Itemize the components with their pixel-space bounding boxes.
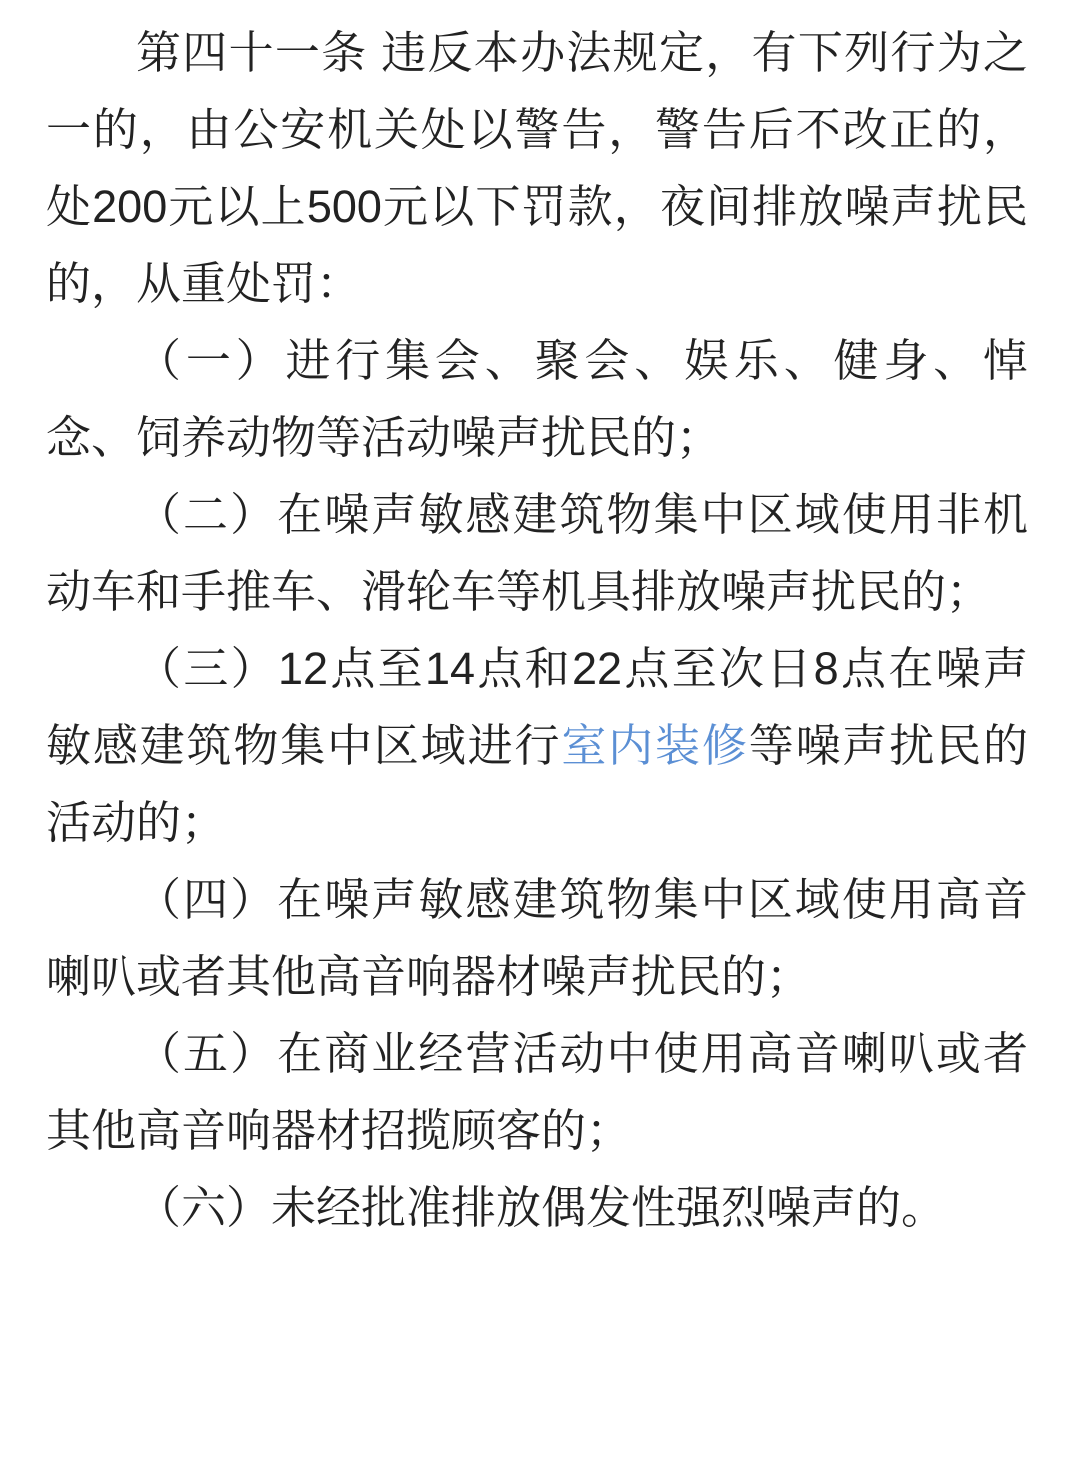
paragraph-text: （一）进行集会、聚会、娱乐、健身、悼念、饲养动物等活动噪声扰民的；: [46, 335, 1028, 463]
paragraph-item-5: [46, 1015, 1028, 1169]
paragraph-text: （六）未经批准排放偶发性强烈噪声的。: [136, 1182, 947, 1233]
paragraph-text: 第四十一条 违反本办法规定，有下列行为之一的，由公安机关处以警告，警告后不改正的，处200元以上500元以下罚款，夜间排放噪声扰民的，从重处罚：: [46, 27, 1028, 309]
paragraph-item-6: [46, 1169, 1028, 1246]
paragraph-text: （三）12点至14点和22点至次日8点在噪声敏感建筑物集中区域进行: [46, 643, 1028, 771]
inline-link[interactable]: 室内装修: [561, 720, 749, 771]
article-body: [46, 14, 1028, 1246]
paragraph-item-4: [46, 861, 1028, 1015]
paragraph-item-3: [46, 630, 1028, 861]
paragraph-text: 等噪声扰民的活动的；: [46, 720, 1028, 848]
paragraph-text: （五）在商业经营活动中使用高音喇叭或者其他高音响器材招揽顾客的；: [46, 1028, 1028, 1156]
paragraph-text: （四）在噪声敏感建筑物集中区域使用高音喇叭或者其他高音响器材噪声扰民的；: [46, 874, 1028, 1002]
paragraph-item-1: [46, 322, 1028, 476]
paragraph-text: （二）在噪声敏感建筑物集中区域使用非机动车和手推车、滑轮车等机具排放噪声扰民的；: [46, 489, 1028, 617]
paragraph-article-41-intro: [46, 14, 1028, 322]
paragraph-item-2: [46, 476, 1028, 630]
